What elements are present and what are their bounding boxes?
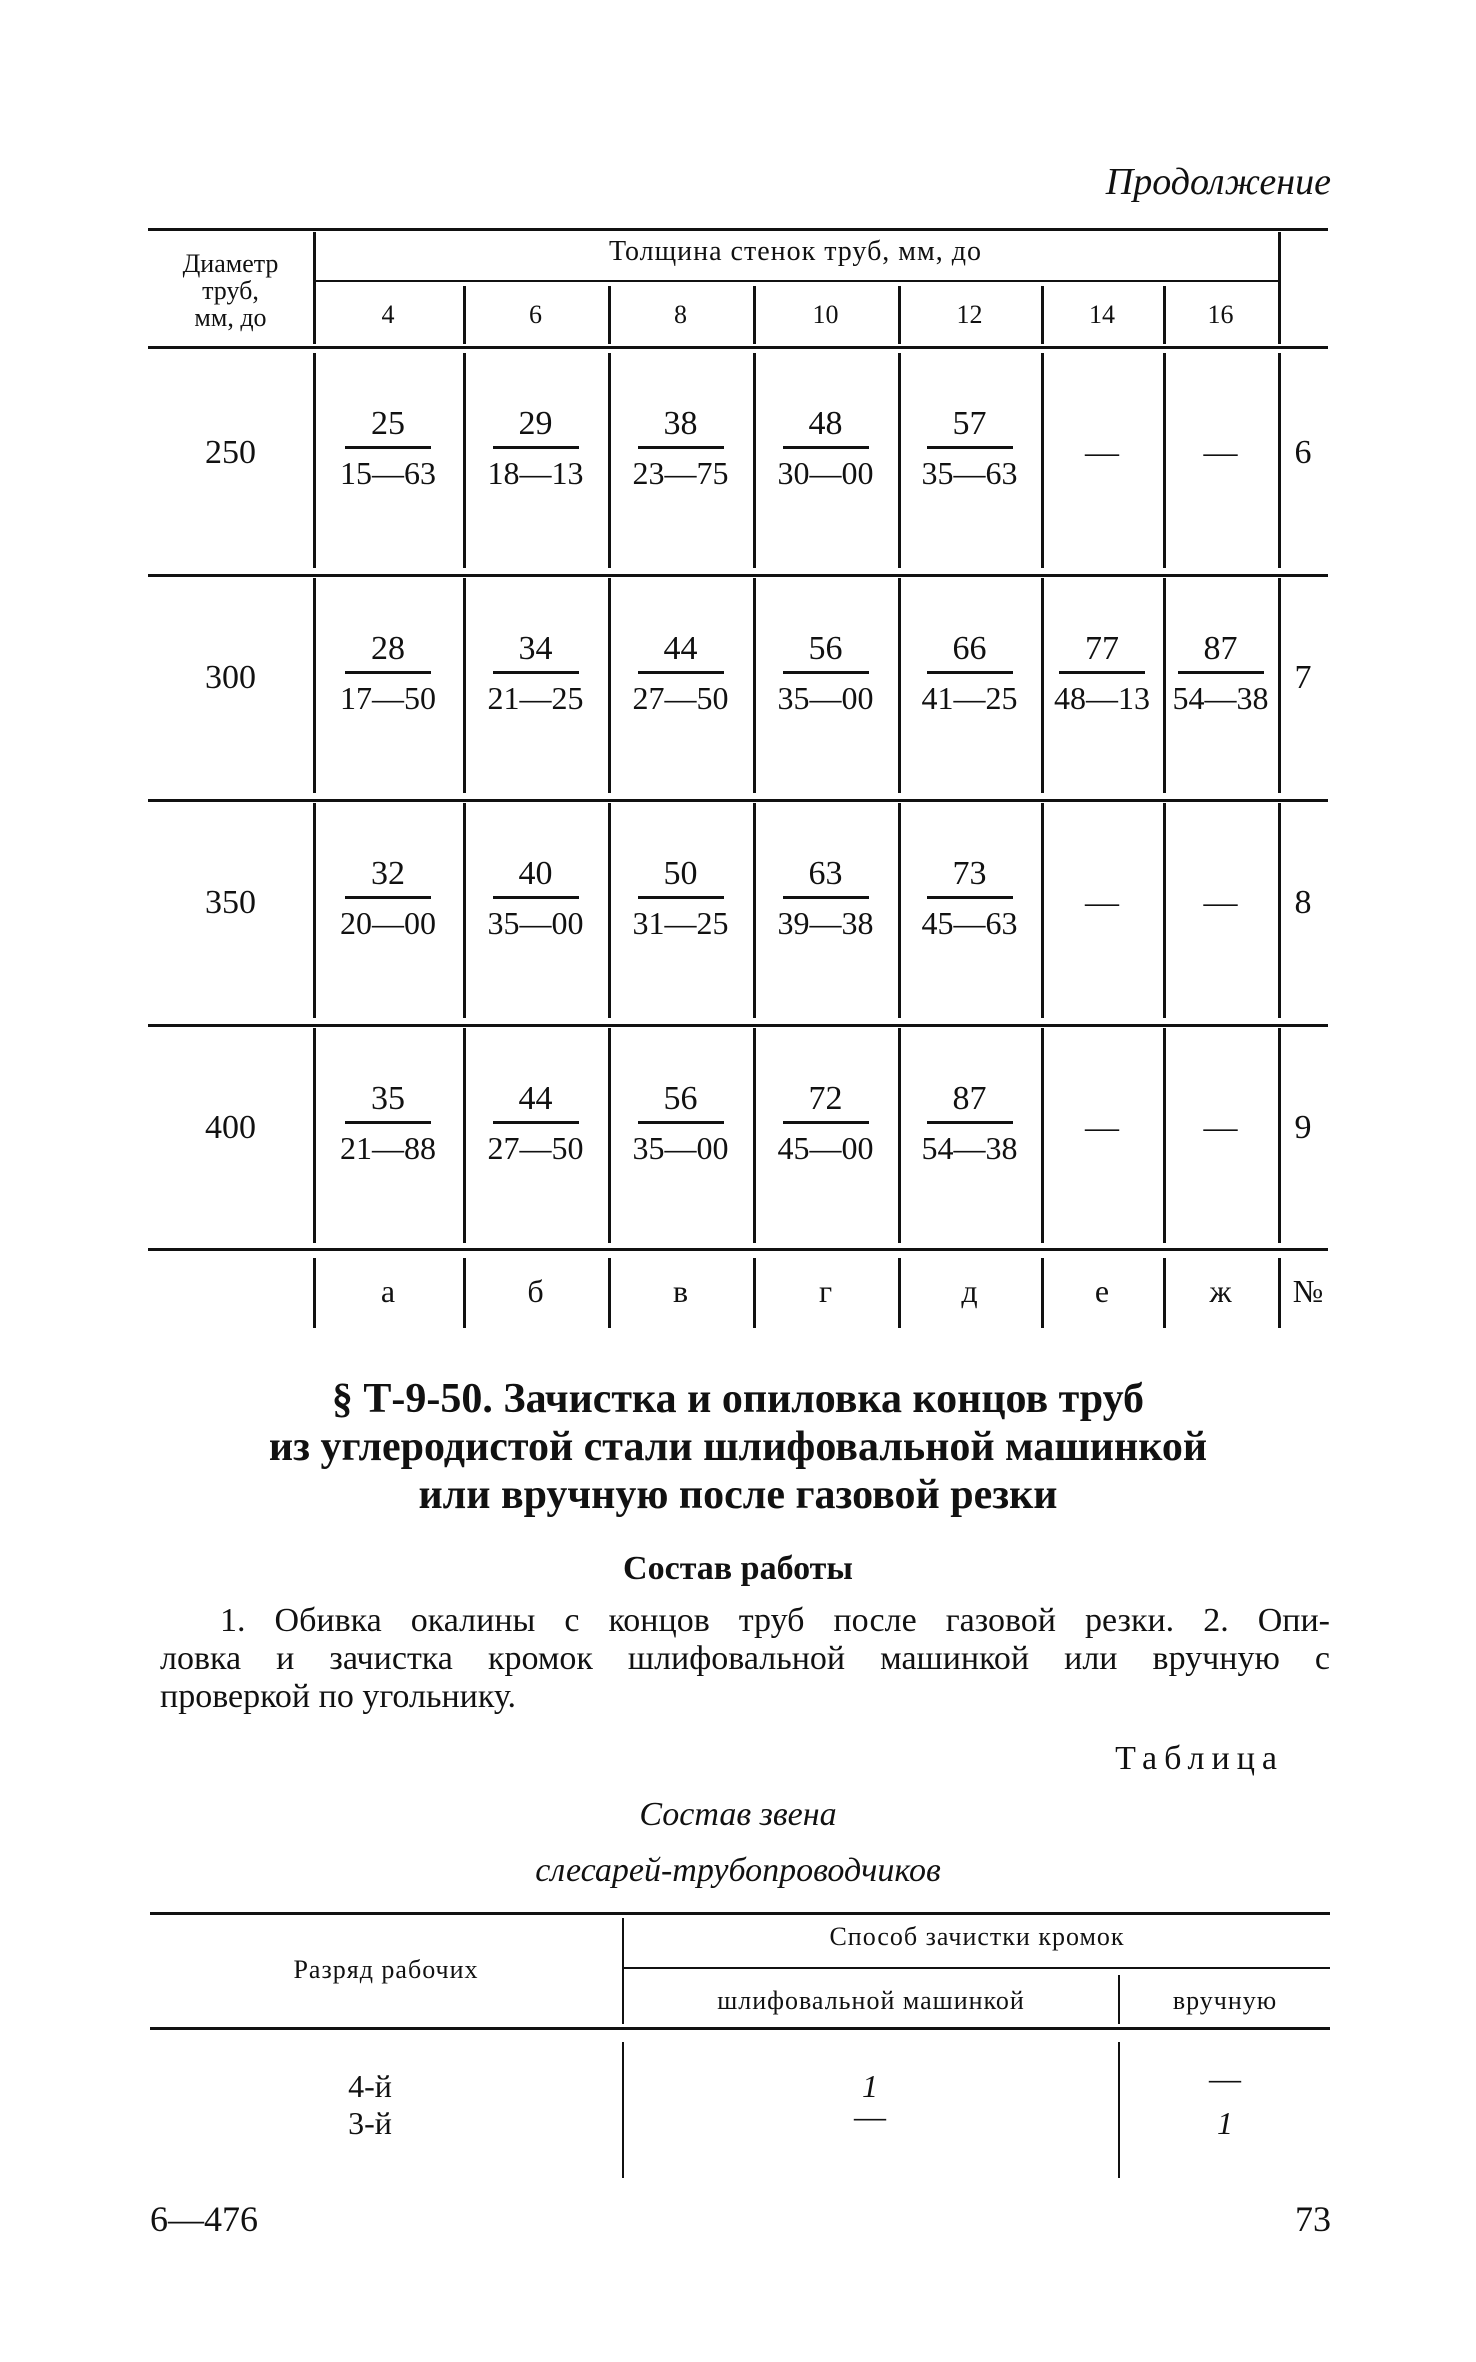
work-text-line-1: 1. Обивка окалины с концов труб после газовой резки. 2. Опи- [220, 1602, 1330, 1639]
norm-fraction-cell [898, 402, 1041, 493]
norm-fraction-cell [608, 852, 753, 943]
norm-fraction-cell [753, 402, 898, 493]
column-letter: д [961, 1273, 978, 1309]
thickness-column-header: 8 [674, 300, 687, 329]
norm-fraction-cell [608, 1077, 753, 1168]
row-separator [148, 574, 1328, 577]
row-number: 7 [1294, 658, 1312, 696]
work-heading: Состав работы [623, 1550, 853, 1587]
thickness-column-header: 4 [381, 300, 395, 329]
norm-time-value: 50 [663, 854, 698, 892]
norm-time-value: 48 [808, 404, 843, 442]
price-value: 35—00 [777, 679, 874, 716]
diameter-value: 300 [205, 658, 256, 696]
t2-machine-1: 1 [862, 2068, 878, 2104]
norm-fraction-cell [463, 852, 608, 943]
column-letter: г [818, 1273, 833, 1309]
norm-time-value: 28 [371, 629, 405, 667]
norm-time-value: 29 [518, 404, 553, 442]
section-title-line-1: § Т-9-50. Зачистка и опиловка концов труб [331, 1376, 1145, 1422]
diameter-value: 250 [205, 433, 256, 471]
diameter-header-line: мм, до [194, 303, 267, 332]
row-number: 6 [1294, 433, 1312, 471]
footer-left: 6—476 [150, 2199, 258, 2239]
thickness-title: Толщина стенок труб, мм, до [608, 236, 982, 267]
table-bottom-rule [148, 1248, 1328, 1251]
t2-sub-header-machine: шлифовальной машинкой [717, 1986, 1025, 2015]
thickness-column-header: 6 [529, 300, 542, 329]
column-letter: б [527, 1273, 544, 1309]
column-letter: е [1094, 1273, 1110, 1309]
norm-fraction-cell [463, 402, 608, 493]
price-value: 23—75 [632, 454, 729, 491]
t2-col-rank-header: Разряд рабочих [293, 1955, 479, 1984]
diameter-header [148, 250, 313, 331]
thickness-title-rule [313, 280, 1278, 282]
thickness-column-header: 10 [812, 300, 839, 329]
empty-cell-dash: — [1085, 883, 1119, 921]
caption-line-1: Состав звена [639, 1796, 837, 1833]
price-value: 27—50 [632, 679, 729, 716]
norm-time-value: 44 [518, 1079, 553, 1117]
norm-fraction-cell [608, 402, 753, 493]
norm-time-value: 56 [808, 629, 843, 667]
empty-cell-dash: — [1203, 433, 1238, 471]
caption-line-2: слесарей-трубопроводчиков [535, 1852, 941, 1889]
empty-cell-dash: — [1085, 1108, 1119, 1146]
norm-fraction-cell [313, 627, 463, 718]
price-value: 17—50 [340, 679, 436, 716]
price-value: 35—00 [487, 904, 584, 941]
norm-fraction-cell [463, 627, 608, 718]
price-value: 27—50 [487, 1129, 584, 1166]
t2-group-rule [622, 1967, 1330, 1969]
price-value: 30—00 [777, 454, 874, 491]
t2-vline-4 [1118, 2042, 1120, 2178]
section-title-line-2: из углеродистой стали шлифовальной машинкой [268, 1424, 1208, 1470]
table-label: Таблица [1115, 1740, 1284, 1777]
t2-vline-3 [622, 2042, 624, 2178]
norm-time-value: 56 [663, 1079, 698, 1117]
price-value: 54—38 [1172, 679, 1269, 716]
row-separator [148, 799, 1328, 802]
norm-fraction-cell [753, 852, 898, 943]
price-value: 21—88 [340, 1129, 436, 1166]
norm-time-value: 73 [952, 854, 987, 892]
norm-fraction-cell [608, 627, 753, 718]
work-text-line-2: ловка и зачистка кромок шлифовальной машинкой или вручную с [160, 1640, 1330, 1677]
price-value: 20—00 [340, 904, 436, 941]
norm-time-value: 77 [1085, 629, 1119, 667]
norm-fraction-cell [898, 852, 1041, 943]
norm-fraction-cell [898, 627, 1041, 718]
price-value: 39—38 [777, 904, 874, 941]
norm-time-value: 57 [952, 404, 987, 442]
column-letter: в [672, 1273, 689, 1309]
price-value: 41—25 [921, 679, 1018, 716]
norm-fraction-cell [753, 1077, 898, 1168]
row-number-label: № [1292, 1273, 1324, 1309]
norm-time-value: 87 [952, 1079, 987, 1117]
norm-time-value: 34 [518, 629, 553, 667]
t2-header-rule [150, 2027, 1330, 2030]
norm-time-value: 44 [663, 629, 698, 667]
work-text-line-3: проверкой по угольнику. [160, 1678, 516, 1715]
table-top-rule [148, 228, 1328, 231]
price-value: 54—38 [921, 1129, 1018, 1166]
norm-time-value: 35 [371, 1079, 405, 1117]
norm-time-value: 38 [663, 404, 698, 442]
column-letter: ж [1209, 1273, 1232, 1309]
norm-time-value: 25 [371, 404, 405, 442]
norm-fraction-cell [898, 1077, 1041, 1168]
price-value: 35—00 [632, 1129, 729, 1166]
norm-fraction-cell [1041, 627, 1163, 718]
norm-fraction-cell [1163, 627, 1278, 718]
price-value: 15—63 [340, 454, 436, 491]
norm-time-value: 72 [808, 1079, 843, 1117]
empty-cell-dash: — [1085, 433, 1119, 471]
row-number: 8 [1294, 883, 1312, 921]
continuation-label: Продолжение [1105, 161, 1331, 203]
norm-time-value: 32 [371, 854, 405, 892]
thickness-column-header: 16 [1207, 300, 1234, 329]
pipe-thickness-table [148, 228, 1328, 1328]
norm-fraction-cell [313, 1077, 463, 1168]
norm-fraction-cell [463, 1077, 608, 1168]
empty-cell-dash: — [1203, 1108, 1238, 1146]
thickness-column-header: 12 [956, 300, 983, 329]
header-bottom-rule [148, 346, 1328, 349]
empty-cell-dash: — [1203, 883, 1238, 921]
t2-rank-2: 3-й [348, 2105, 392, 2141]
t2-sub-header-manual: вручную [1172, 1986, 1278, 2015]
row-number: 9 [1294, 1108, 1312, 1146]
price-value: 18—13 [487, 454, 584, 491]
norm-time-value: 87 [1203, 629, 1238, 667]
norm-time-value: 63 [808, 854, 843, 892]
diameter-value: 400 [205, 1108, 256, 1146]
section-title-line-3: или вручную после газовой резки [418, 1472, 1058, 1518]
header-vline [1278, 232, 1281, 344]
norm-time-value: 40 [518, 854, 553, 892]
t2-group-header: Способ зачистки кромок [829, 1922, 1125, 1951]
thickness-column-header: 14 [1089, 300, 1115, 329]
norm-fraction-cell [313, 402, 463, 493]
column-letter: а [380, 1273, 396, 1309]
diameter-header-line: Диаметр [182, 249, 279, 278]
t2-rank-1: 4-й [348, 2068, 392, 2104]
diameter-header-line: труб, [202, 276, 259, 305]
price-value: 45—00 [777, 1129, 874, 1166]
t2-top-rule [150, 1912, 1330, 1915]
norm-fraction-cell [313, 852, 463, 943]
page-number: 73 [1295, 2199, 1331, 2239]
norm-fraction-cell [753, 627, 898, 718]
price-value: 21—25 [487, 679, 584, 716]
diameter-value: 350 [205, 883, 256, 921]
t2-manual-2: 1 [1217, 2105, 1233, 2141]
norm-time-value: 66 [952, 629, 987, 667]
t2-manual-1: — [1209, 2060, 1241, 2096]
price-value: 45—63 [921, 904, 1018, 941]
price-value: 48—13 [1054, 679, 1150, 716]
t2-machine-2: — [854, 2098, 886, 2134]
price-value: 31—25 [632, 904, 729, 941]
price-value: 35—63 [921, 454, 1018, 491]
row-separator [148, 1024, 1328, 1027]
